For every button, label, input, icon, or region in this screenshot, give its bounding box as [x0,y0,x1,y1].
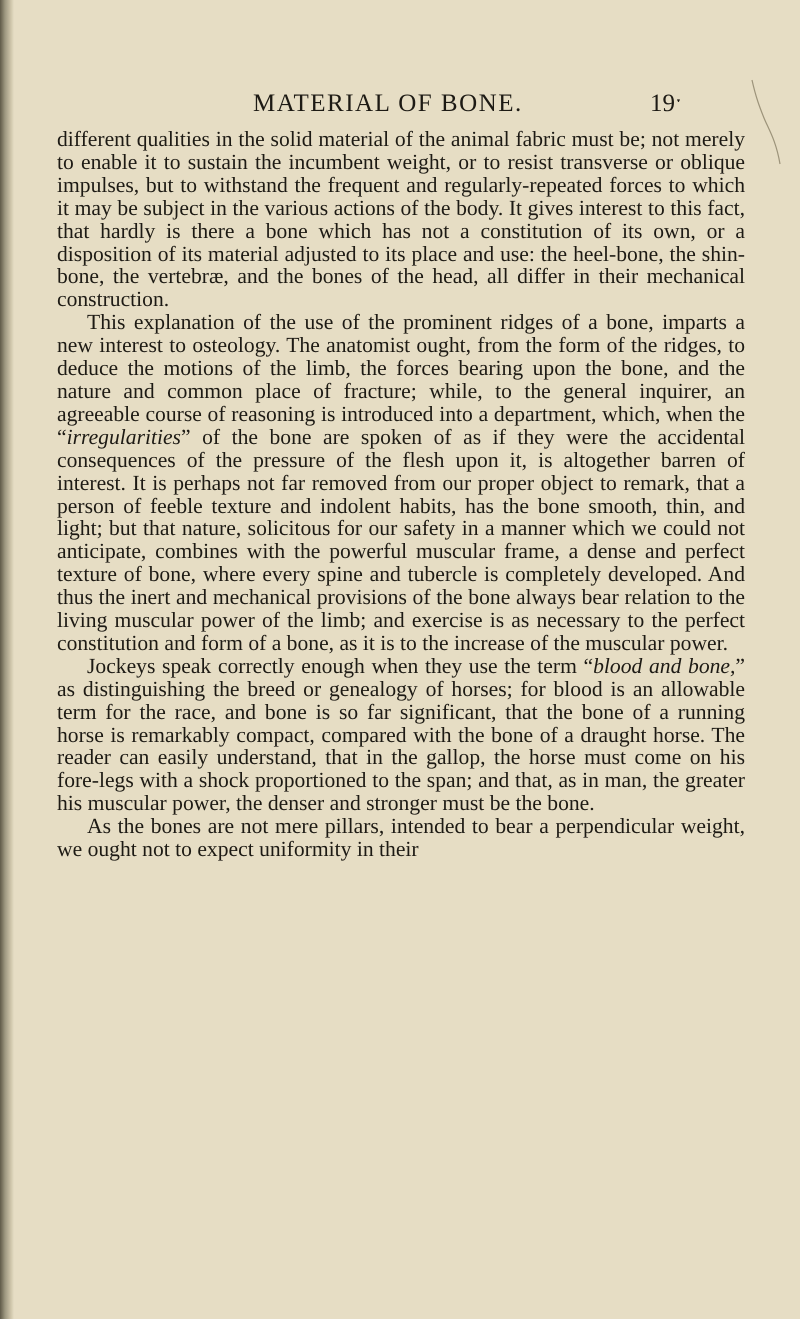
page-number: 19ˑ [650,90,682,117]
italic-term: irregularities [66,424,181,449]
paragraph [57,815,745,861]
body-text [57,128,745,861]
paragraph [57,655,745,815]
italic-term: blood and bone, [593,653,736,678]
text-segment: different qualities in the solid material of the animal fabric must be; not merely to enable it to sustain the incumbent weight, or to resist transverse or oblique impulses, but to withstand the frequent and regularly-repeated forces to which it may be subject in the various actions of the body. It gives interest to this fact, that hardly is there a bone which has not a constitution of its own, or a disposition of its material adjusted to its place and use: the heel-bone, the shin-bone, the vertebræ, and the bones of the head, all differ in their mechanical construction. [57,127,745,312]
running-title: MATERIAL OF BONE. [253,90,523,117]
page-header [0,90,800,130]
text-segment: As the bones are not mere pillars, intended to bear a perpendicular weight, we ought not to expect uniformity in their [57,814,745,862]
text-segment: ” as distinguishing the breed or genealogy of horses; for blood is an allowable term for the race, and bone is so far significant, that the bone of a running horse is remarkably compact, compared with the bone of a draught horse. The reader can easily understand, that in the gallop, the horse must come on his fore-legs with a shock proportioned to the span; and that, as in man, the greater his muscular power, the denser and stronger must be the bone. [57,653,746,816]
paragraph [57,311,745,655]
text-segment: This explanation of the use of the prominent ridges of a bone, imparts a new interest to osteology. The anatomist ought, from the form of the ridges, to deduce the motions of the limb, the forces bearing upon the bone, and the nature and common place of fracture; while, to the general inquirer, an agreeable course of reasoning is introduced into a department, which, when the “ [57,310,745,449]
paragraph [57,128,745,311]
text-segment: Jockeys speak correctly enough when they use the term “ [87,653,594,678]
text-segment: ” of the bone are spoken of as if they were the accidental consequences of the pressure of the flesh upon it, is altogether barren of interest. It is perhaps not far removed from our proper object to remark, that a person of feeble texture and indolent habits, has the bone smooth, thin, and light; but that nature, solicitous for our safety in a manner which we could not anticipate, combines with the powerful muscular frame, a dense and perfect texture of bone, where every spine and tubercle is completely developed. And thus the inert and mechanical provisions of the bone always bear relation to the living muscular power of the limb; and exercise is as necessary to the perfect constitution and form of a bone, as it is to the increase of the muscular power. [57,424,745,655]
